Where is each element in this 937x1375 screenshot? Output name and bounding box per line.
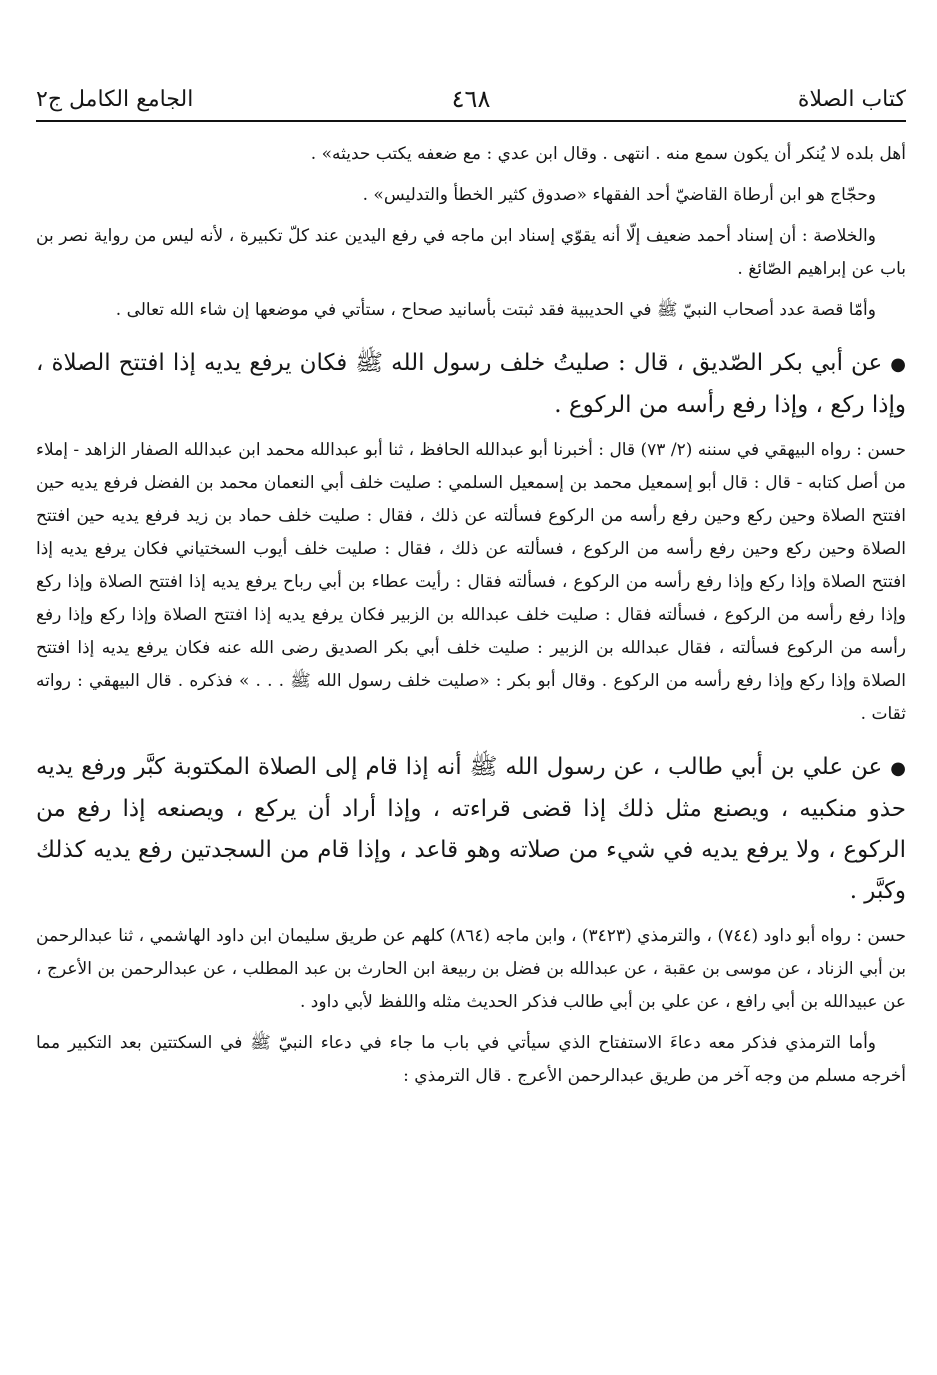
book-page xyxy=(36,0,906,1375)
paragraph-continuation: أهل بلده لا يُنكر أن يكون سمع منه . انتهى . وقال ابن عدي : مع ضعفه يكتب حديثه» . xyxy=(310,144,906,164)
takhrij-ali: حسن : رواه أبو داود (٧٤٤) ، والترمذي (٣٤٢٣) ، وابن ماجه (٨٦٤) كلهم عن طريق سليمان ابن داود الهاشمي ، ثنا عبدالرحمن بن أبي الزناد ، عن موسى بن عقبة ، عن عبدالله بن فضل بن ربيعة ابن الحارث بن عبد المطلب ، عن عبدالرحمن بن الأعرج ، عن عبيدالله بن أبي رافع ، عن علي بن أبي طالب فذكر الحديث مثله واللفظ لأبي داود . xyxy=(36,926,906,1012)
page-body xyxy=(36,138,906,1093)
paragraph-hajjaj: وحجّاج هو ابن أرطاة القاضيّ أحد الفقهاء «صدوق كثير الخطأ والتدليس» . xyxy=(362,185,876,205)
bullet-icon: ● xyxy=(890,354,906,375)
paragraph-summary: والخلاصة : أن إسناد أحمد ضعيف إلّا أنه يقوّي إسناد ابن ماجه في رفع اليدين عند كلّ تكبيرة ، لأنه ليس من رواية نصر بن باب عن إبراهيم الصّائغ . xyxy=(36,226,906,279)
book-title: كتاب الصلاة xyxy=(797,86,906,112)
takhrij-abu-bakr: حسن : رواه البيهقي في سننه (٢/ ٧٣) قال : أخبرنا أبو عبدالله الحافظ ، ثنا أبو عبدالله محمد ابن عبدالله الصفار الزاهد - إملاء من أصل كتابه - قال : قال أبو إسمعيل محمد بن إسمعيل السلمي : صليت خلف أبي النعمان محمد بن الفضل فرفع يديه حين افتتح الصلاة وحين ركع وحين رفع رأسه من الركوع فسألته عن ذلك ، فقال : صليت خلف حماد بن زيد فرفع يديه حين افتتح الصلاة وحين ركع وحين رفع رأسه من الركوع ، فسألته عن ذلك ، فقال : صليت خلف أيوب السختياني فكان يرفع يديه إذا افتتح الصلاة وإذا ركع وإذا رفع رأسه من الركوع ، فسألته فقال : رأيت عطاء بن أبي رباح يرفع يديه إذا افتتح الصلاة وإذا ركع وإذا رفع رأسه من الركوع ، فسألته فقال : صليت خلف عبدالله بن الزبير فكان يرفع يديه إذا افتتح الصلاة وإذا ركع وإذا رفع رأسه من الركوع فسألته ، فقال عبدالله بن الزبير : صليت خلف أبي بكر الصديق رضى الله عنه فكان يرفع يديه إذا افتتح الصلاة وإذا ركع وإذا رفع رأسه من الركوع . وقال أبو بكر : «صليت خلف رسول الله ﷺ . . . » فذكره . قال البيهقي : رواته ثقات . xyxy=(36,440,906,724)
volume-title: الجامع الكامل ج٢ xyxy=(35,86,194,112)
paragraph-tirmidhi: وأما الترمذي فذكر معه دعاءَ الاستفتاح الذي سيأتي في باب ما جاء في دعاء النبيّ ﷺ في السكتتين بعد التكبير مما أخرجه مسلم من وجه آخر من طريق عبدالرحمن الأعرج . قال الترمذي : xyxy=(36,1033,906,1086)
hadith-abu-bakr xyxy=(36,343,906,426)
bullet-icon: ● xyxy=(890,758,906,779)
header-divider xyxy=(36,120,906,122)
hadith-text: عن أبي بكر الصّديق ، قال : صليتُ خلف رسول الله ﷺ فكان يرفع يديه إذا افتتح الصلاة ، وإذا ركع ، وإذا رفع رأسه من الركوع . xyxy=(36,350,906,418)
hadith-ali xyxy=(36,747,906,912)
page-header xyxy=(36,82,906,116)
page-number: ٤٦٨ xyxy=(451,85,491,113)
paragraph-hudaybiyyah: وأمّا قصة عدد أصحاب النبيّ ﷺ في الحديبية فقد ثبتت بأسانيد صحاح ، ستأتي في موضعها إن شاء الله تعالى . xyxy=(115,300,876,320)
hadith-text: عن علي بن أبي طالب ، عن رسول الله ﷺ أنه إذا قام إلى الصلاة المكتوبة كبَّر ورفع يديه حذو منكبيه ، ويصنع مثل ذلك إذا قضى قراءته ، وإذا أراد أن يركع ، ويصنعه إذا رفع من الركوع ، ولا يرفع يديه في شيء من صلاته وهو قاعد ، وإذا قام من السجدتين رفع يديه كذلك وكبَّر . xyxy=(36,754,906,904)
